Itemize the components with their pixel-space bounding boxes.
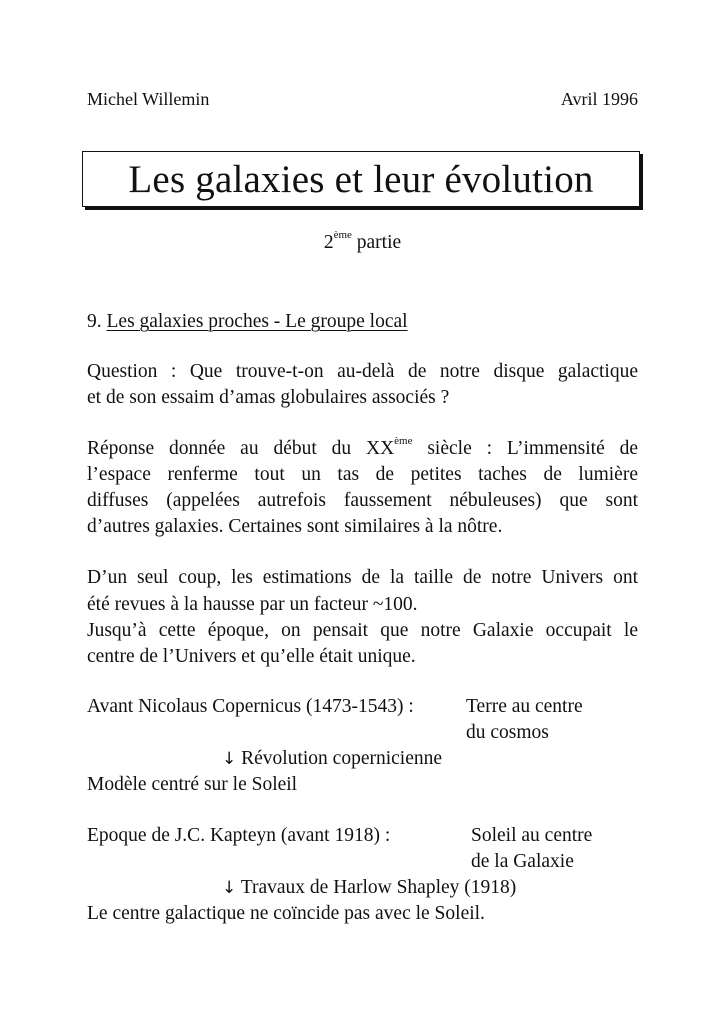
date: Avril 1996 bbox=[560, 89, 638, 109]
kapteyn-right-1: Soleil au centre bbox=[471, 825, 593, 846]
kapteyn-result: Le centre galactique ne coïncide pas avec le Soleil. bbox=[87, 903, 485, 924]
author: Michel Willemin bbox=[87, 89, 210, 109]
reponse-line-1a: Réponse donnée au début du XX bbox=[87, 438, 395, 459]
estimations-line-3: Jusqu’à cette époque, on pensait que notre Galaxie occupait le bbox=[87, 620, 638, 641]
copernic-right-1: Terre au centre bbox=[466, 696, 583, 717]
reponse-line-2: l’espace renferme tout un tas de petites taches de lumière bbox=[87, 464, 638, 485]
estimations-line-4: centre de l’Univers et qu’elle était unique. bbox=[87, 646, 416, 667]
part-word: partie bbox=[356, 232, 402, 253]
part-superscript: ème bbox=[333, 228, 352, 241]
section-heading bbox=[87, 309, 408, 335]
arrow-down-icon: ↓ bbox=[222, 749, 237, 769]
reponse-line-3: diffuses (appelées autrefois faussement nébuleuses) que sont bbox=[87, 490, 638, 511]
kapteyn-transition-text: Travaux de Harlow Shapley (1918) bbox=[240, 877, 517, 898]
question-line-1: Question : Que trouve-t-on au-delà de notre disque galactique bbox=[87, 361, 638, 382]
reponse-line-1b: siècle : L’immensité de bbox=[412, 438, 638, 459]
reponse-line-1 bbox=[87, 436, 638, 462]
reponse-line-4: d’autres galaxies. Certaines sont similaires à la nôtre. bbox=[87, 516, 503, 537]
estimations-line-2: été revues à la hausse par un facteur ~100. bbox=[87, 594, 418, 615]
kapteyn-right-2: de la Galaxie bbox=[471, 851, 574, 872]
arrow-down-icon: ↓ bbox=[222, 878, 237, 898]
section-title: Les galaxies proches - Le groupe local bbox=[106, 311, 408, 332]
copernic-left: Avant Nicolaus Copernicus (1473-1543) : bbox=[87, 696, 414, 717]
copernic-transition-text: Révolution copernicienne bbox=[241, 748, 443, 769]
copernic-transition bbox=[222, 746, 442, 772]
copernic-right-2: du cosmos bbox=[466, 722, 549, 743]
title-box bbox=[82, 151, 640, 207]
page-title: Les galaxies et leur évolution bbox=[128, 157, 594, 201]
question-line-2: et de son essaim d’amas globulaires associés ? bbox=[87, 387, 450, 408]
part-number: 2 bbox=[323, 232, 334, 253]
kapteyn-transition bbox=[222, 875, 516, 901]
section-number: 9. bbox=[87, 311, 102, 332]
copernic-result: Modèle centré sur le Soleil bbox=[87, 774, 298, 795]
kapteyn-left: Epoque de J.C. Kapteyn (avant 1918) : bbox=[87, 825, 391, 846]
part-label bbox=[0, 230, 725, 256]
estimations-line-1: D’un seul coup, les estimations de la taille de notre Univers ont bbox=[87, 567, 638, 588]
reponse-superscript: ème bbox=[394, 434, 413, 447]
